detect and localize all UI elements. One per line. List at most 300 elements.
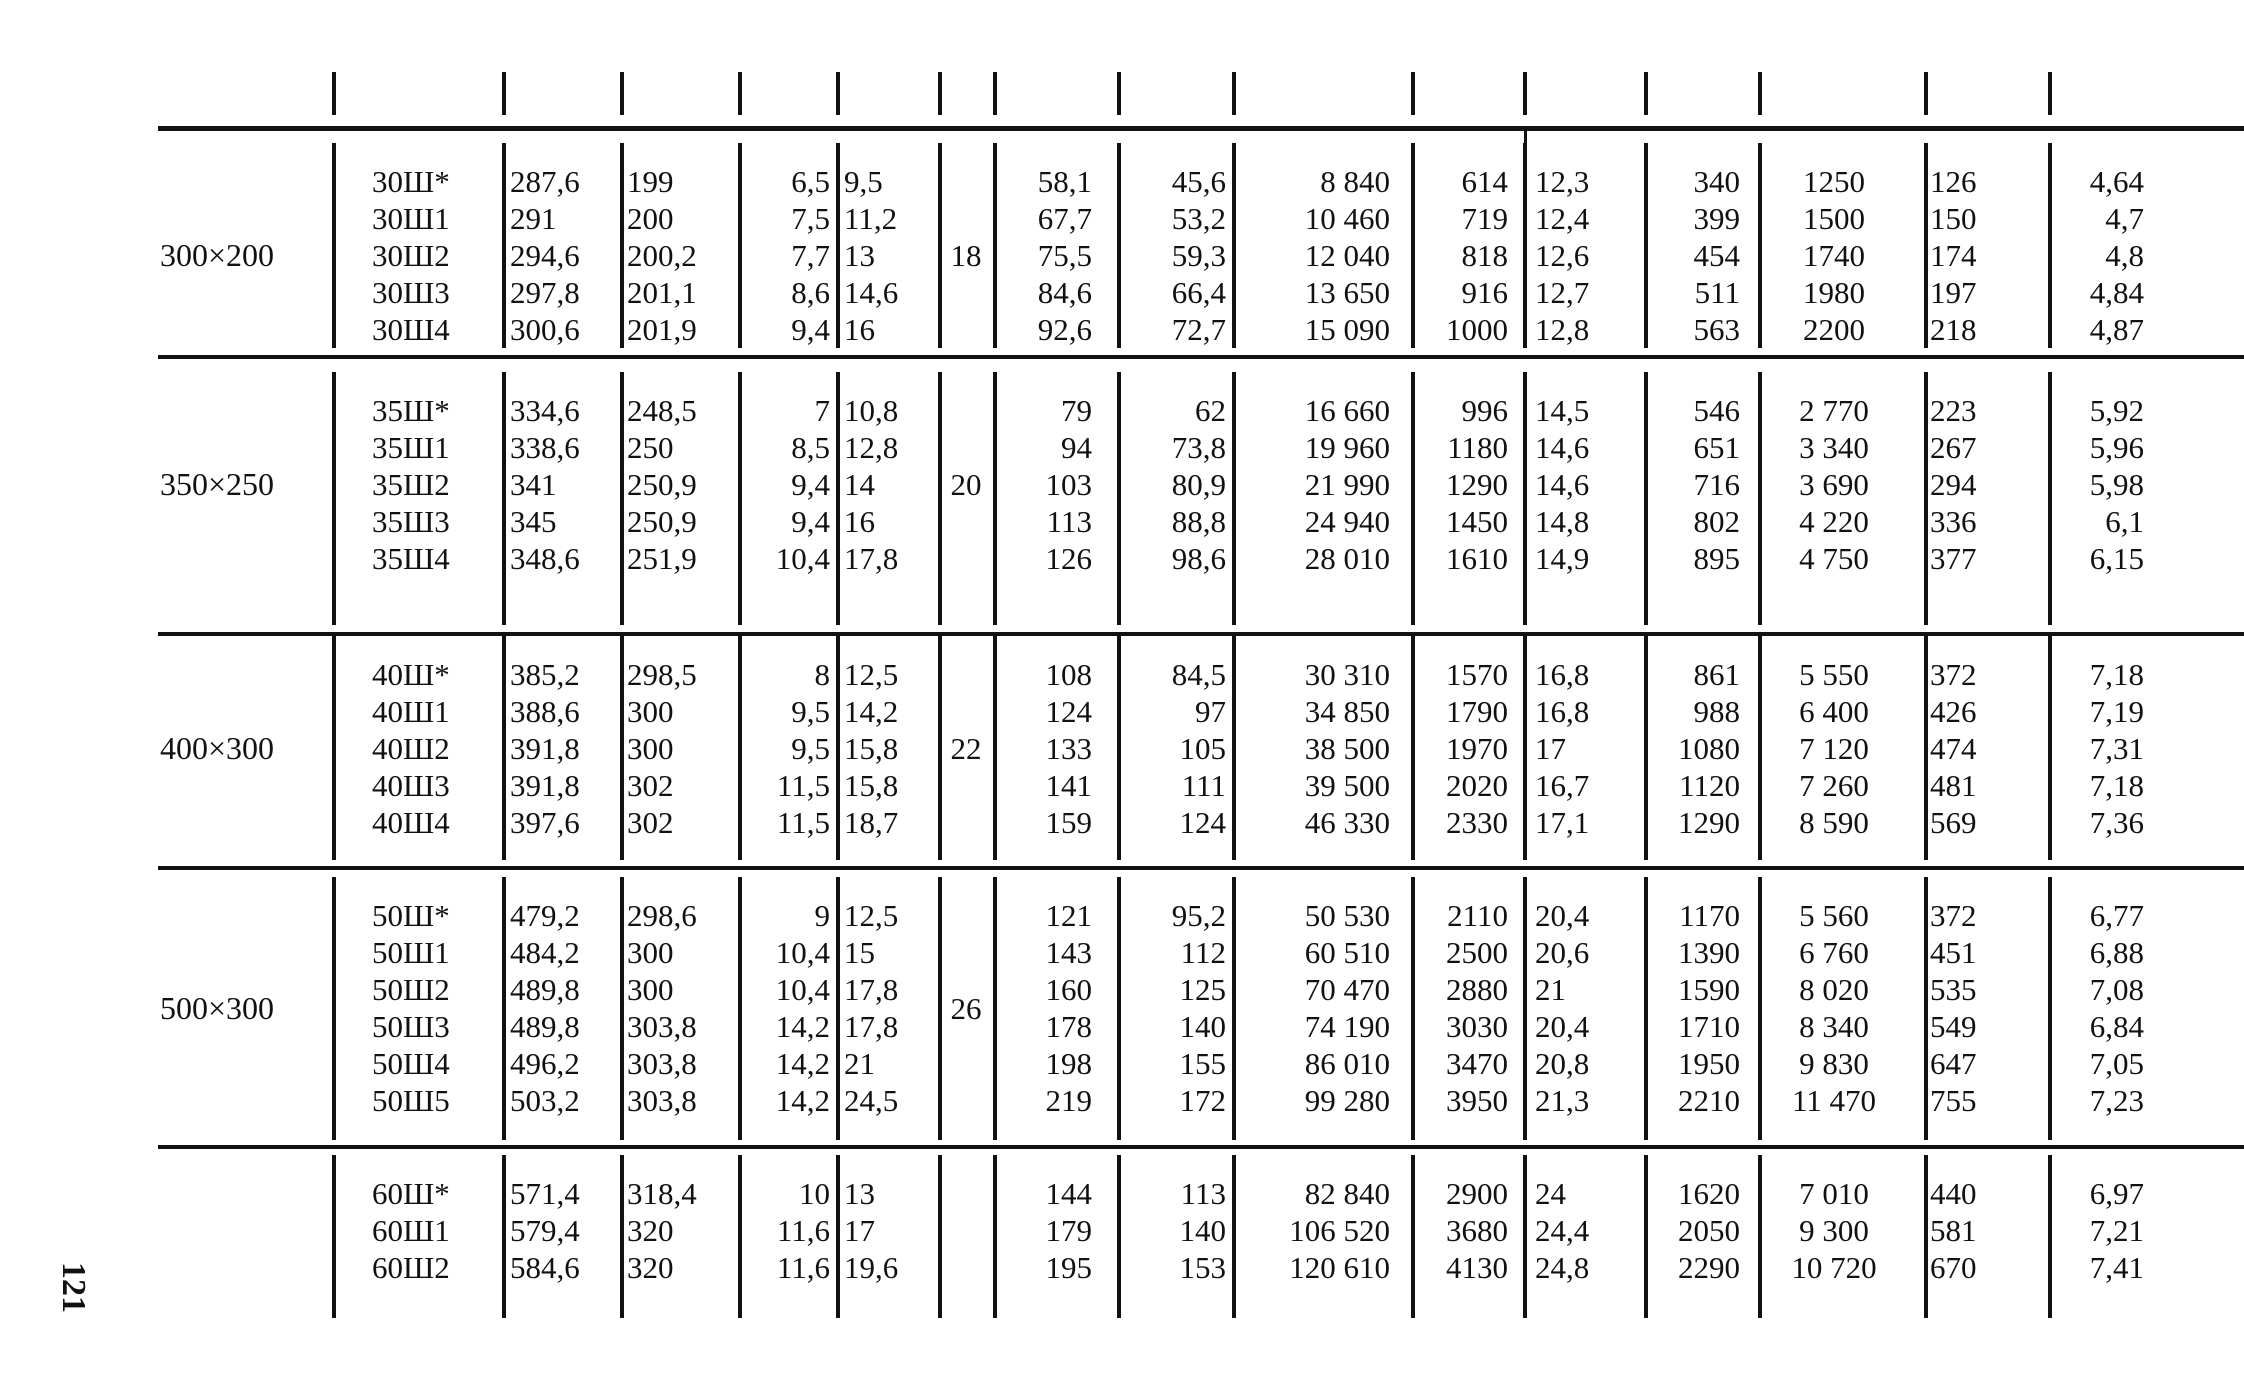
table-cell: 95,2	[1171, 898, 1226, 933]
table-cell: 11,5	[776, 805, 830, 840]
column-divider	[1644, 372, 1648, 625]
table-cell: 10 720	[1791, 1250, 1877, 1285]
table-cell: 7,36	[2089, 805, 2144, 840]
designation: 50Ш1	[372, 935, 450, 970]
row-divider	[158, 355, 2244, 359]
table-cell: 201,1	[627, 275, 697, 310]
page-number: 121	[55, 1262, 92, 1313]
table-cell: 4 750	[1799, 541, 1869, 576]
table-cell: 549	[1930, 1009, 1977, 1044]
table-cell: 7,18	[2089, 657, 2144, 692]
table-cell: 17,1	[1535, 805, 1590, 840]
table-cell: 21	[844, 1046, 875, 1081]
table-cell: 11,6	[776, 1250, 830, 1285]
table-cell: 895	[1693, 541, 1740, 576]
column-divider	[1411, 143, 1415, 348]
table-cell: 126	[1930, 164, 1977, 199]
table-cell: 14,6	[1535, 467, 1590, 502]
column-divider	[332, 372, 336, 625]
table-cell: 12,4	[1535, 201, 1590, 236]
table-cell: 579,4	[510, 1213, 580, 1248]
column-divider	[1411, 1155, 1415, 1318]
table-cell: 16	[844, 312, 875, 347]
table-cell: 267	[1930, 430, 1977, 465]
table-cell: 125	[1179, 972, 1226, 1007]
table-cell: 988	[1693, 694, 1740, 729]
table-cell: 2900	[1446, 1176, 1508, 1211]
table-cell: 1170	[1679, 898, 1740, 933]
table-cell: 60 510	[1304, 935, 1390, 970]
column-divider	[1523, 877, 1527, 1140]
table-cell: 391,8	[510, 768, 580, 803]
table-cell: 1980	[1803, 275, 1865, 310]
table-cell: 172	[1179, 1083, 1226, 1118]
table-cell: 4 220	[1799, 504, 1869, 539]
table-cell: 755	[1930, 1083, 1977, 1118]
table-cell: 11,6	[776, 1213, 830, 1248]
table-cell: 198	[1045, 1046, 1092, 1081]
table-cell: 13	[844, 1176, 875, 1211]
designation: 40Ш*	[372, 657, 450, 692]
table-cell: 9,5	[791, 731, 830, 766]
table-cell: 818	[1461, 238, 1508, 273]
table-cell: 8,5	[791, 430, 830, 465]
designation: 30Ш1	[372, 201, 450, 236]
column-divider	[1117, 143, 1121, 348]
table-cell: 251,9	[627, 541, 697, 576]
table-cell: 303,8	[627, 1083, 697, 1118]
column-divider	[2048, 72, 2052, 115]
table-cell: 6,77	[2089, 898, 2144, 933]
table-cell: 9	[814, 898, 830, 933]
designation: 30Ш4	[372, 312, 450, 347]
designation: 30Ш2	[372, 238, 450, 273]
table-cell: 160	[1045, 972, 1092, 1007]
table-cell: 2 770	[1799, 393, 1869, 428]
table-cell: 16,8	[1535, 657, 1590, 692]
table-cell: 5 560	[1799, 898, 1869, 933]
designation: 30Ш3	[372, 275, 450, 310]
designation: 35Ш2	[372, 467, 450, 502]
column-divider	[1232, 372, 1236, 625]
table-cell: 45,6	[1171, 164, 1226, 199]
table-cell: 294	[1930, 467, 1977, 502]
table-cell: 1710	[1678, 1009, 1740, 1044]
table-cell: 14,2	[775, 1046, 830, 1081]
column-divider	[1523, 372, 1527, 625]
column-divider	[1117, 372, 1121, 625]
table-cell: 1450	[1446, 504, 1508, 539]
table-cell: 297,8	[510, 275, 580, 310]
column-divider	[332, 72, 336, 115]
table-cell: 14,2	[775, 1009, 830, 1044]
table-cell: 10 460	[1304, 201, 1390, 236]
table-cell: 12,7	[1535, 275, 1590, 310]
table-cell: 7,23	[2089, 1083, 2144, 1118]
table-cell: 24 940	[1304, 504, 1390, 539]
table-cell: 345	[510, 504, 557, 539]
table-cell: 14,9	[1535, 541, 1590, 576]
column-divider	[938, 72, 942, 115]
designation: 40Ш4	[372, 805, 450, 840]
table-cell: 12,8	[1535, 312, 1590, 347]
size-label: 500×300	[160, 989, 275, 1026]
table-cell: 451	[1930, 935, 1977, 970]
table-cell: 21 990	[1304, 467, 1390, 502]
column-divider	[1758, 636, 1762, 860]
table-cell: 179	[1045, 1213, 1092, 1248]
table-cell: 1390	[1678, 935, 1740, 970]
table-cell: 38 500	[1304, 731, 1390, 766]
table-cell: 2500	[1446, 935, 1508, 970]
table-cell: 440	[1930, 1176, 1977, 1211]
table-cell: 1250	[1803, 164, 1865, 199]
table-cell: 199	[627, 164, 674, 199]
table-cell: 66,4	[1171, 275, 1226, 310]
designation: 35Ш*	[372, 393, 450, 428]
table-cell: 6,15	[2089, 541, 2144, 576]
designation: 50Ш*	[372, 898, 450, 933]
table-cell: 496,2	[510, 1046, 580, 1081]
table-cell: 19 960	[1304, 430, 1390, 465]
column-divider	[502, 143, 506, 348]
table-cell: 563	[1693, 312, 1740, 347]
table-cell: 82 840	[1304, 1176, 1390, 1211]
column-divider	[502, 877, 506, 1140]
table-cell: 70 470	[1304, 972, 1390, 1007]
table-cell: 2050	[1678, 1213, 1740, 1248]
table-cell: 124	[1179, 805, 1226, 840]
column-divider	[993, 877, 997, 1140]
table-cell: 9,4	[791, 504, 830, 539]
table-cell: 88,8	[1171, 504, 1226, 539]
column-divider	[1524, 126, 1527, 348]
table-cell: 302	[627, 768, 674, 803]
table-cell: 17,8	[844, 1009, 899, 1044]
table-cell: 318,4	[627, 1176, 697, 1211]
designation: 60Ш*	[372, 1176, 450, 1211]
table-cell: 294,6	[510, 238, 580, 273]
table-cell: 9 830	[1799, 1046, 1869, 1081]
table-cell: 535	[1930, 972, 1977, 1007]
table-cell: 6,84	[2089, 1009, 2144, 1044]
table-cell: 716	[1693, 467, 1740, 502]
table-cell: 250	[627, 430, 674, 465]
table-cell: 3 340	[1799, 430, 1869, 465]
table-cell: 10	[799, 1176, 830, 1211]
designation: 30Ш*	[372, 164, 450, 199]
table-cell: 17	[1535, 731, 1566, 766]
table-cell: 1180	[1447, 430, 1508, 465]
table-cell: 5 550	[1799, 657, 1869, 692]
table-cell: 16	[844, 504, 875, 539]
table-cell: 24	[1535, 1176, 1566, 1211]
table-cell: 140	[1179, 1009, 1226, 1044]
table-cell: 3950	[1446, 1083, 1508, 1118]
table-cell: 719	[1461, 201, 1508, 236]
table-cell: 159	[1045, 805, 1092, 840]
table-cell: 14,6	[1535, 430, 1590, 465]
table-cell: 2020	[1446, 768, 1508, 803]
table-cell: 7,19	[2089, 694, 2144, 729]
column-divider	[1411, 636, 1415, 860]
table-cell: 298,6	[627, 898, 697, 933]
table-cell: 4,87	[2089, 312, 2144, 347]
table-cell: 3030	[1446, 1009, 1508, 1044]
table-cell: 73,8	[1171, 430, 1226, 465]
table-cell: 9,4	[791, 312, 830, 347]
designation: 35Ш4	[372, 541, 450, 576]
table-cell: 14,5	[1535, 393, 1590, 428]
table-cell: 385,2	[510, 657, 580, 692]
table-cell: 7,31	[2089, 731, 2144, 766]
table-cell: 614	[1461, 164, 1508, 199]
table-cell: 20,4	[1535, 898, 1590, 933]
table-cell: 4,7	[2105, 201, 2144, 236]
table-cell: 126	[1045, 541, 1092, 576]
column-divider	[1523, 636, 1527, 860]
table-cell: 133	[1045, 731, 1092, 766]
table-cell: 24,8	[1535, 1250, 1590, 1285]
table-cell: 481	[1930, 768, 1977, 803]
table-cell: 13 650	[1304, 275, 1390, 310]
table-cell: 8 340	[1799, 1009, 1869, 1044]
table-cell: 15	[844, 935, 875, 970]
table-cell: 155	[1179, 1046, 1226, 1081]
designation: 60Ш2	[372, 1250, 450, 1285]
table-cell: 120 610	[1289, 1250, 1390, 1285]
column-divider	[1117, 877, 1121, 1140]
table-cell: 141	[1045, 768, 1092, 803]
column-divider	[1924, 1155, 1928, 1318]
table-cell: 84,6	[1037, 275, 1092, 310]
table-cell: 14,8	[1535, 504, 1590, 539]
web-height-value: 26	[950, 990, 982, 1026]
table-cell: 7,41	[2089, 1250, 2144, 1285]
table-cell: 7,05	[2089, 1046, 2144, 1081]
column-divider	[1924, 636, 1928, 860]
column-divider	[332, 143, 336, 348]
table-cell: 348,6	[510, 541, 580, 576]
column-divider	[836, 372, 840, 625]
table-cell: 303,8	[627, 1046, 697, 1081]
table-cell: 1790	[1446, 694, 1508, 729]
table-cell: 10,8	[844, 393, 899, 428]
size-label: 350×250	[160, 466, 275, 502]
table-cell: 20,6	[1535, 935, 1590, 970]
table-cell: 581	[1930, 1213, 1977, 1248]
table-cell: 7 010	[1799, 1176, 1869, 1211]
table-cell: 19,6	[844, 1250, 899, 1285]
size-label: 300×200	[160, 237, 275, 273]
table-cell: 388,6	[510, 694, 580, 729]
table-cell: 1950	[1678, 1046, 1740, 1081]
table-cell: 15 090	[1304, 312, 1390, 347]
table-cell: 341	[510, 467, 557, 502]
column-divider	[836, 72, 840, 115]
table-cell: 861	[1693, 657, 1740, 692]
table-cell: 86 010	[1304, 1046, 1390, 1081]
table-cell: 11 470	[1791, 1083, 1877, 1118]
table-cell: 5,96	[2089, 430, 2144, 465]
table-cell: 14,2	[844, 694, 899, 729]
row-divider	[158, 126, 2244, 131]
table-cell: 14	[844, 467, 875, 502]
column-divider	[502, 372, 506, 625]
table-cell: 1970	[1446, 731, 1508, 766]
table-cell: 302	[627, 805, 674, 840]
table-cell: 291	[510, 201, 557, 236]
table-cell: 140	[1179, 1213, 1226, 1248]
designation: 40Ш3	[372, 768, 450, 803]
table-cell: 3680	[1446, 1213, 1508, 1248]
table-cell: 12 040	[1304, 238, 1390, 273]
table-cell: 53,2	[1171, 201, 1226, 236]
table-cell: 489,8	[510, 972, 580, 1007]
table-cell: 8 840	[1320, 164, 1390, 199]
column-divider	[502, 1155, 506, 1318]
table-cell: 14,2	[775, 1083, 830, 1118]
table-cell: 372	[1930, 657, 1977, 692]
column-divider	[502, 636, 506, 860]
table-cell: 113	[1180, 1176, 1226, 1211]
table-cell: 320	[627, 1250, 674, 1285]
table-cell: 10,4	[775, 935, 830, 970]
column-divider	[1523, 72, 1527, 115]
table-cell: 144	[1045, 1176, 1092, 1211]
column-divider	[2048, 372, 2052, 625]
column-divider	[2048, 877, 2052, 1140]
table-cell: 1570	[1446, 657, 1508, 692]
table-cell: 6,5	[791, 164, 830, 199]
table-cell: 4,84	[2089, 275, 2144, 310]
column-divider	[1924, 877, 1928, 1140]
table-cell: 1610	[1446, 541, 1508, 576]
table-cell: 3470	[1446, 1046, 1508, 1081]
table-cell: 24,5	[844, 1083, 899, 1118]
table-cell: 479,2	[510, 898, 580, 933]
table-cell: 103	[1045, 467, 1092, 502]
table-cell: 218	[1930, 312, 1977, 347]
column-divider	[1758, 143, 1762, 348]
column-divider	[836, 143, 840, 348]
table-cell: 454	[1693, 238, 1740, 273]
table-cell: 80,9	[1171, 467, 1226, 502]
table-cell: 12,6	[1535, 238, 1590, 273]
table-cell: 511	[1694, 275, 1740, 310]
table-cell: 143	[1045, 935, 1092, 970]
column-divider	[1644, 1155, 1648, 1318]
table-cell: 8	[814, 657, 830, 692]
table-cell: 10,4	[775, 972, 830, 1007]
table-cell: 84,5	[1171, 657, 1226, 692]
table-cell: 1620	[1678, 1176, 1740, 1211]
table-cell: 75,5	[1037, 238, 1092, 273]
table-cell: 9,4	[791, 467, 830, 502]
designation: 50Ш4	[372, 1046, 450, 1081]
table-cell: 92,6	[1037, 312, 1092, 347]
table-cell: 197	[1930, 275, 1977, 310]
table-cell: 372	[1930, 898, 1977, 933]
table-cell: 12,3	[1535, 164, 1590, 199]
table-cell: 503,2	[510, 1083, 580, 1118]
table-cell: 17	[844, 1213, 875, 1248]
table-cell: 16,7	[1535, 768, 1590, 803]
column-divider	[1924, 143, 1928, 348]
column-divider	[1117, 636, 1121, 860]
table-cell: 298,5	[627, 657, 697, 692]
designation: 50Ш3	[372, 1009, 450, 1044]
table-cell: 6,1	[2105, 504, 2144, 539]
column-divider	[620, 372, 624, 625]
row-divider	[158, 632, 2244, 636]
table-cell: 12,5	[844, 898, 899, 933]
table-cell: 46 330	[1304, 805, 1390, 840]
table-cell: 484,2	[510, 935, 580, 970]
designation: 40Ш2	[372, 731, 450, 766]
column-divider	[1758, 372, 1762, 625]
table-cell: 6,88	[2089, 935, 2144, 970]
column-divider	[620, 636, 624, 860]
table-cell: 5,92	[2089, 393, 2144, 428]
table-cell: 50 530	[1304, 898, 1390, 933]
table-cell: 121	[1045, 898, 1092, 933]
table-cell: 336	[1930, 504, 1977, 539]
table-cell: 21	[1535, 972, 1566, 1007]
table-cell: 14,6	[844, 275, 899, 310]
table-cell: 62	[1195, 393, 1226, 428]
table-cell: 300,6	[510, 312, 580, 347]
column-divider	[1758, 877, 1762, 1140]
table-cell: 74 190	[1304, 1009, 1390, 1044]
table-cell: 1290	[1678, 805, 1740, 840]
table-cell: 8 590	[1799, 805, 1869, 840]
table-cell: 13	[844, 238, 875, 273]
table-cell: 58,1	[1037, 164, 1092, 199]
table-cell: 4,64	[2089, 164, 2144, 199]
table-cell: 124	[1045, 694, 1092, 729]
table-cell: 201,9	[627, 312, 697, 347]
column-divider	[1411, 72, 1415, 115]
table-cell: 2110	[1447, 898, 1508, 933]
column-divider	[738, 72, 742, 115]
table-cell: 30 310	[1304, 657, 1390, 692]
designation: 60Ш1	[372, 1213, 450, 1248]
column-divider	[938, 1155, 942, 1318]
column-divider	[502, 72, 506, 115]
table-cell: 174	[1930, 238, 1977, 273]
table-cell: 67,7	[1037, 201, 1092, 236]
column-divider	[1758, 72, 1762, 115]
size-label: 400×300	[160, 730, 275, 766]
designation: 50Ш2	[372, 972, 450, 1007]
table-cell: 287,6	[510, 164, 580, 199]
table-cell: 223	[1930, 393, 1977, 428]
table-cell: 1080	[1678, 731, 1740, 766]
table-cell: 1740	[1803, 238, 1865, 273]
column-divider	[620, 1155, 624, 1318]
column-divider	[993, 72, 997, 115]
table-cell: 300	[627, 972, 674, 1007]
table-cell: 584,6	[510, 1250, 580, 1285]
web-height-value: 20	[950, 467, 982, 502]
table-cell: 2210	[1678, 1083, 1740, 1118]
column-divider	[1644, 636, 1648, 860]
table-cell: 105	[1179, 731, 1226, 766]
table-cell: 11,5	[776, 768, 830, 803]
table-cell: 426	[1930, 694, 1977, 729]
table-cell: 153	[1179, 1250, 1226, 1285]
